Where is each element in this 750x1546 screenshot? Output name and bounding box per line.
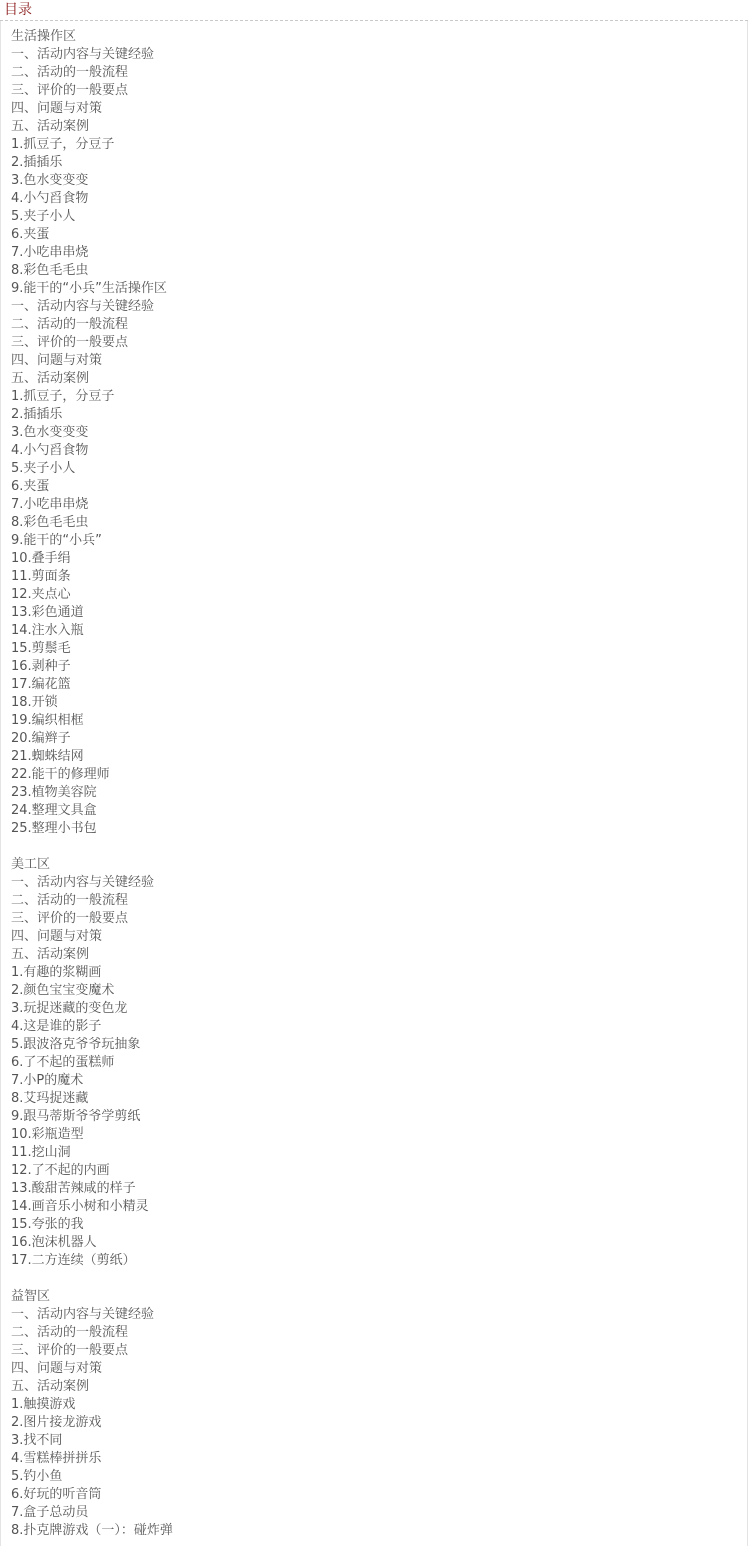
toc-entry[interactable]: 12.夹点心 (11, 587, 71, 602)
toc-entry[interactable]: 22.能干的修理师 (11, 767, 110, 782)
toc-entry[interactable]: 13.彩色通道 (11, 605, 84, 620)
toc-entry[interactable]: 二、活动的一般流程 (11, 65, 129, 80)
toc-entry[interactable]: 8.扑克牌游戏（一）：碰炸弹 (11, 1523, 173, 1538)
toc-entry[interactable]: 四、问题与对策 (11, 929, 103, 944)
toc-entry[interactable]: 三、评价的一般要点 (11, 1343, 129, 1358)
toc-entry[interactable]: 五、活动案例 (11, 947, 90, 962)
toc-entry[interactable]: 一、活动内容与关键经验 (11, 875, 155, 890)
toc-entry[interactable]: 16.泡沫机器人 (11, 1235, 97, 1250)
toc-entry[interactable]: 7.盒子总动员 (11, 1505, 89, 1520)
section-gap (11, 1270, 173, 1288)
toc-entry[interactable]: 6.好玩的听音筒 (11, 1487, 102, 1502)
toc-body (0, 21, 748, 1546)
toc-entry[interactable]: 5.钓小鱼 (11, 1469, 63, 1484)
toc-entry[interactable]: 三、评价的一般要点 (11, 911, 129, 926)
toc-entry[interactable]: 1.抓豆子，分豆子 (11, 389, 115, 404)
toc-entry[interactable]: 美工区 (11, 857, 51, 872)
toc-entry[interactable]: 9.能干的“小兵” (11, 533, 102, 548)
toc-entry[interactable]: 一、活动内容与关键经验 (11, 47, 155, 62)
toc-entry[interactable]: 14.画音乐小树和小精灵 (11, 1199, 149, 1214)
toc-entry[interactable]: 23.植物美容院 (11, 785, 97, 800)
toc-entry[interactable]: 5.夹子小人 (11, 209, 76, 224)
toc-entry[interactable]: 五、活动案例 (11, 1379, 90, 1394)
toc-entry[interactable]: 3.玩捉迷藏的变色龙 (11, 1001, 128, 1016)
toc-entry[interactable]: 4.雪糕棒拼拼乐 (11, 1451, 102, 1466)
toc-entry[interactable]: 4.小勺舀食物 (11, 443, 89, 458)
toc-entry[interactable]: 18.开锁 (11, 695, 58, 710)
toc-entry[interactable]: 3.色水变变变 (11, 425, 89, 440)
toc-entry[interactable]: 益智区 (11, 1289, 51, 1304)
toc-entry[interactable]: 15.剪鬃毛 (11, 641, 71, 656)
toc-entry[interactable]: 2.图片接龙游戏 (11, 1415, 102, 1430)
toc-entry[interactable]: 15.夸张的我 (11, 1217, 84, 1232)
toc-entry[interactable]: 五、活动案例 (11, 371, 90, 386)
toc-entry[interactable]: 3.色水变变变 (11, 173, 89, 188)
toc-entry[interactable]: 三、评价的一般要点 (11, 83, 129, 98)
toc-entry[interactable]: 13.酸甜苦辣咸的样子 (11, 1181, 136, 1196)
toc-entry[interactable]: 20.编辫子 (11, 731, 71, 746)
toc-entry[interactable]: 7.小吃串串烧 (11, 245, 89, 260)
toc-entry[interactable]: 5.跟波洛克爷爷玩抽象 (11, 1037, 141, 1052)
toc-entry[interactable]: 8.艾玛捉迷藏 (11, 1091, 89, 1106)
toc-entry[interactable]: 二、活动的一般流程 (11, 317, 129, 332)
toc-entry[interactable]: 16.剥种子 (11, 659, 71, 674)
toc-entry[interactable]: 一、活动内容与关键经验 (11, 299, 155, 314)
toc-entry[interactable]: 6.了不起的蛋糕师 (11, 1055, 115, 1070)
section-gap (11, 838, 173, 856)
toc-entry[interactable]: 10.叠手绢 (11, 551, 71, 566)
toc-list (11, 28, 173, 1540)
toc-entry[interactable]: 9.能干的“小兵”生活操作区 (11, 281, 167, 296)
toc-entry[interactable]: 6.夹蛋 (11, 227, 50, 242)
toc-entry[interactable]: 24.整理文具盒 (11, 803, 97, 818)
toc-entry[interactable]: 7.小吃串串烧 (11, 497, 89, 512)
toc-entry[interactable]: 五、活动案例 (11, 119, 90, 134)
toc-entry[interactable]: 17.编花篮 (11, 677, 71, 692)
toc-entry[interactable]: 25.整理小书包 (11, 821, 97, 836)
toc-entry[interactable]: 四、问题与对策 (11, 353, 103, 368)
toc-entry[interactable]: 二、活动的一般流程 (11, 1325, 129, 1340)
toc-entry[interactable]: 14.注水入瓶 (11, 623, 84, 638)
toc-entry[interactable]: 8.彩色毛毛虫 (11, 263, 89, 278)
toc-entry[interactable]: 2.插插乐 (11, 155, 63, 170)
toc-entry[interactable]: 5.夹子小人 (11, 461, 76, 476)
toc-entry[interactable]: 11.挖山洞 (11, 1145, 71, 1160)
toc-entry[interactable]: 11.剪面条 (11, 569, 71, 584)
toc-entry[interactable]: 12.了不起的内画 (11, 1163, 110, 1178)
toc-entry[interactable]: 9.跟马蒂斯爷爷学剪纸 (11, 1109, 141, 1124)
toc-entry[interactable]: 1.抓豆子，分豆子 (11, 137, 115, 152)
toc-entry[interactable]: 3.找不同 (11, 1433, 63, 1448)
toc-entry[interactable]: 1.有趣的浆糊画 (11, 965, 102, 980)
toc-entry[interactable]: 2.颜色宝宝变魔术 (11, 983, 115, 998)
toc-entry[interactable]: 1.触摸游戏 (11, 1397, 76, 1412)
toc-entry[interactable]: 6.夹蛋 (11, 479, 50, 494)
toc-entry[interactable]: 一、活动内容与关键经验 (11, 1307, 155, 1322)
toc-title: 目录 (4, 2, 32, 18)
toc-entry[interactable]: 四、问题与对策 (11, 101, 103, 116)
toc-entry[interactable]: 4.这是谁的影子 (11, 1019, 102, 1034)
toc-entry[interactable]: 17.二方连续（剪纸） (11, 1253, 136, 1268)
toc-entry[interactable]: 2.插插乐 (11, 407, 63, 422)
toc-entry[interactable]: 19.编织相框 (11, 713, 84, 728)
toc-entry[interactable]: 4.小勺舀食物 (11, 191, 89, 206)
toc-entry[interactable]: 7.小P的魔术 (11, 1073, 84, 1088)
toc-header (0, 0, 748, 21)
toc-entry[interactable]: 10.彩瓶造型 (11, 1127, 84, 1142)
toc-entry[interactable]: 四、问题与对策 (11, 1361, 103, 1376)
toc-entry[interactable]: 8.彩色毛毛虫 (11, 515, 89, 530)
toc-entry[interactable]: 三、评价的一般要点 (11, 335, 129, 350)
toc-entry[interactable]: 二、活动的一般流程 (11, 893, 129, 908)
toc-entry[interactable]: 生活操作区 (11, 29, 77, 44)
toc-entry[interactable]: 21.蜘蛛结网 (11, 749, 84, 764)
